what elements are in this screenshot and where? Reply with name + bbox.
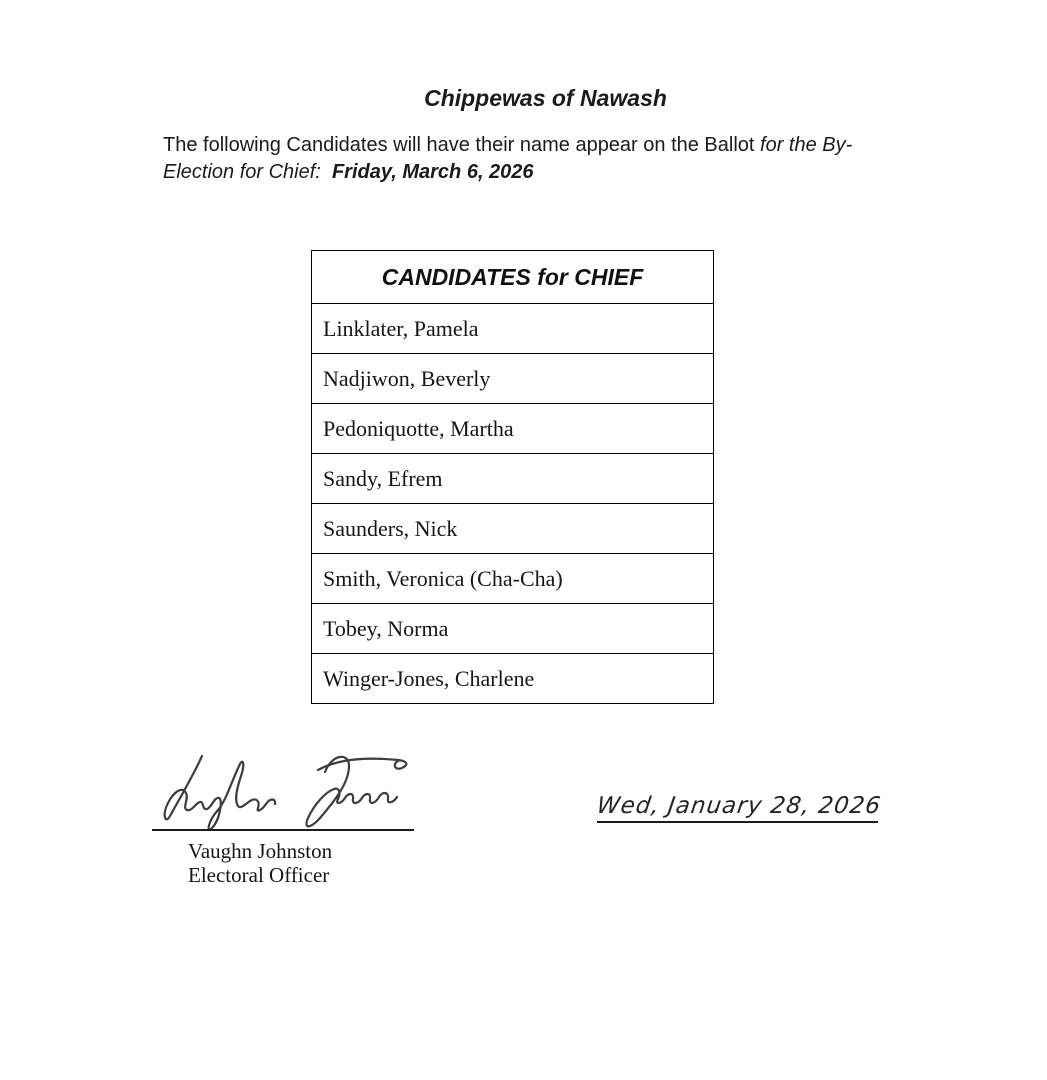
candidate-name: Linklater, Pamela <box>312 304 714 354</box>
intro-text-normal: The following Candidates will have their name appear on the Ballot <box>163 134 761 156</box>
signer-name: Vaughn Johnston <box>188 839 333 863</box>
date-line <box>595 793 883 823</box>
date-text: Wed, January 28, 2026 <box>595 793 883 819</box>
candidate-name: Tobey, Norma <box>312 604 714 654</box>
candidate-name: Pedoniquotte, Martha <box>312 404 714 454</box>
table-row <box>312 654 714 704</box>
table-row <box>312 404 714 454</box>
signature-image <box>148 742 414 832</box>
table-row <box>312 354 714 404</box>
candidate-name: Saunders, Nick <box>312 504 714 554</box>
candidate-name: Nadjiwon, Beverly <box>312 354 714 404</box>
table-row <box>312 454 714 504</box>
table-row <box>312 504 714 554</box>
table-header-row <box>312 251 714 304</box>
candidate-name: Smith, Veronica (Cha-Cha) <box>312 554 714 604</box>
table-row <box>312 604 714 654</box>
signature-line <box>152 829 414 831</box>
intro-text-italic: for the By-Election for Chief: <box>163 134 853 183</box>
table-row <box>312 554 714 604</box>
candidates-table-header: CANDIDATES for CHIEF <box>312 251 714 304</box>
intro-paragraph <box>163 132 875 186</box>
candidate-name: Sandy, Efrem <box>312 454 714 504</box>
election-date-text: Friday, March 6, 2026 <box>331 161 534 183</box>
table-row <box>312 304 714 354</box>
signer-block <box>188 839 332 887</box>
candidate-name: Winger-Jones, Charlene <box>312 654 714 704</box>
candidates-table <box>311 250 714 704</box>
signer-title: Electoral Officer <box>188 863 330 887</box>
page-title: Chippewas of Nawash <box>424 85 667 111</box>
